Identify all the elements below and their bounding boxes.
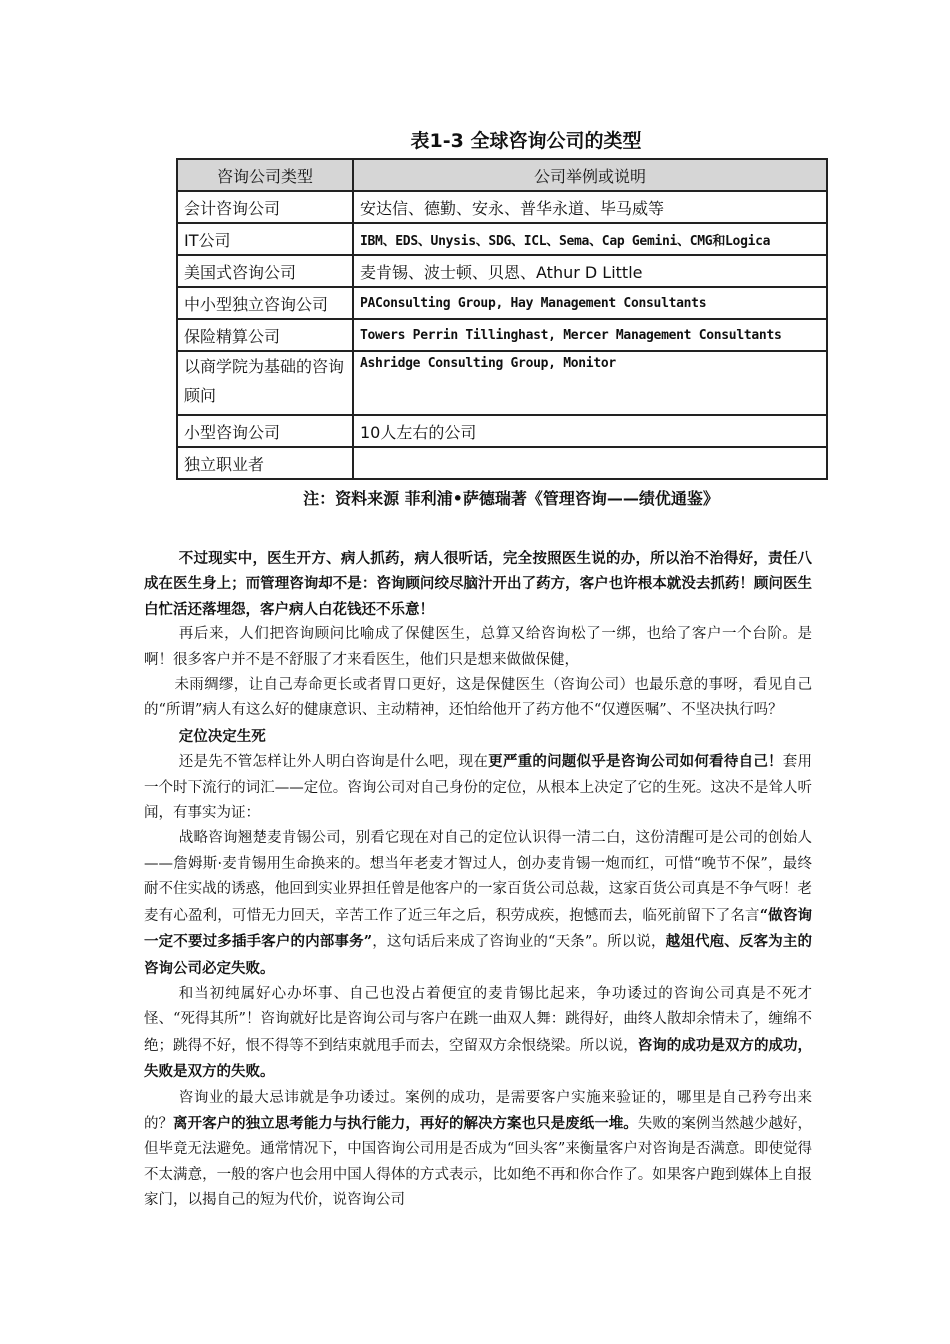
paragraph [144,749,812,826]
text-run: 还是先不管怎样让外人明白咨询是什么吧，现在 [178,754,489,771]
row-type: 会计咨询公司 [177,191,353,223]
row-type: 美国式咨询公司 [177,255,353,287]
paragraph [144,826,812,981]
table-row [177,351,827,415]
row-example: 安达信、德勤、安永、普华永道、毕马威等 [353,191,827,223]
table-row [177,319,827,351]
emphasis: 咨询的成功是双方的成功，失败是双方的失败。 [144,1036,813,1081]
header-example: 公司举例或说明 [353,159,827,191]
text-run: ，这句话后来成了咨询业的“天条”。所以说， [372,934,666,951]
table-header-row [177,159,827,191]
body-text [144,546,812,1214]
text-run: 战略咨询翘楚麦肯锡公司，别看它现在对自己的定位认识得一清二白，这份清醒可是公司的创始人——詹姆斯·麦肯锡用生命换来的。想当年老麦才智过人，创办麦肯锡一炮而红，可惜“晚节不保”，最终耐不住实战的诱惑，他回到实业界担任曾是他客户的一家百货公司总裁，这家百货公司真是不争气呀！老麦有心盈利，可惜无力回天，辛苦工作了近三年之后，积劳成疾，抱憾而去，临死前留下了名言 [144,830,812,924]
section-heading: 定位决定生死 [178,727,266,745]
header-type: 咨询公司类型 [177,159,353,191]
row-type: 保险精算公司 [177,319,353,351]
paragraph: 再后来，人们把咨询顾问比喻成了保健医生，总算又给咨询松了一绑，也给了客户一个台阶。是啊！很多客户并不是不舒服了才来看医生，他们只是想来做做保健， [144,626,812,668]
row-example: PAConsulting Group, Hay Management Consultants [353,287,827,319]
table-row [177,447,827,479]
row-example: IBM、EDS、Unysis、SDG、ICL、Sema、Cap Gemini、CMG和Logica [353,223,827,255]
table-title: 表1-3 全球咨询公司的类型 [410,130,642,152]
table-row [177,287,827,319]
row-example: Towers Perrin Tillinghast, Mercer Management Consultants [353,319,827,351]
emphasis: “做咨询一定不要过多插手客户的内部事务” [144,906,813,951]
emphasis: 更严重的问题似乎是咨询公司如何看待自己！ [488,753,783,771]
row-type: 中小型独立咨询公司 [177,287,353,319]
text-run: 咨询业的最大忌讳就是争功诿过。案例的成功，是需要客户实施来验证的，哪里是自己矜夸出来的？ [144,1089,812,1132]
text-run: 失败的案例当然越少越好，但毕竟无法避免。通常情况下，中国咨询公司用是否成为“回头客”来衡量客户对咨询是否满意。即使觉得不太满意，一般的客户也会用中国人得体的方式表示，比如绝不再和你合作了。如果客户跑到媒体上自报家门，以揭自己的短为代价，说咨询公司 [144,1115,813,1209]
row-type: 以商学院为基础的咨询顾问 [177,351,353,415]
table-row [177,415,827,447]
paragraph: 未雨绸缪，让自己寿命更长或者胃口更好，这是保健医生（咨询公司）也最乐意的事呀，看见自己的“所谓”病人有这么好的健康意识、主动精神，还怕给他开了药方他不“仅遵医嘱”、不坚决执行吗？ [144,677,812,719]
table-row [177,255,827,287]
table-row [177,191,827,223]
text-run: 套用一个时下流行的词汇——定位。咨询公司对自己身份的定位，从根本上决定了它的生死。这决不是耸人听闻，有事实为证： [144,754,813,822]
row-type: 小型咨询公司 [177,415,353,447]
row-example: Ashridge Consulting Group, Monitor [353,351,827,415]
paragraph [144,982,812,1086]
row-example [353,447,827,479]
table-source-note: 注：资料来源 菲利浦•萨德瑞著《管理咨询——绩优通鉴》 [303,489,719,508]
row-type: 独立职业者 [177,447,353,479]
table-figure [176,128,836,509]
text-run: 和当初纯属好心办坏事、自己也没占着便宜的麦肯锡比起来，争功诿过的咨询公司真是不死才怪、“死得其所”！咨询就好比是咨询公司与客户在跳一曲双人舞：跳得好，曲终人散却余情未了，缠绵不绝；跳得不好，恨不得等不到结束就甩手而去，空留双方余恨绕梁。所以说， [144,985,812,1054]
row-example: 麦肯锡、波士顿、贝恩、Athur D Little [353,255,827,287]
row-example: 10人左右的公司 [353,415,827,447]
paragraph: 不过现实中，医生开方、病人抓药，病人很听话，完全按照医生说的办，所以治不治得好，责任八成在医生身上；而管理咨询却不是：咨询顾问绞尽脑汁开出了药方，客户也许根本就没去抓药！顾问医生白忙活还落埋怨，客户病人白花钱还不乐意！ [144,550,812,618]
row-type: IT公司 [177,223,353,255]
consulting-types-table [176,158,828,480]
table-row [177,223,827,255]
paragraph [144,1086,812,1214]
emphasis: 离开客户的独立思考能力与执行能力，再好的解决方案也只是废纸一堆。 [173,1114,638,1132]
emphasis: 越俎代庖、反客为主的咨询公司必定失败。 [144,933,813,977]
